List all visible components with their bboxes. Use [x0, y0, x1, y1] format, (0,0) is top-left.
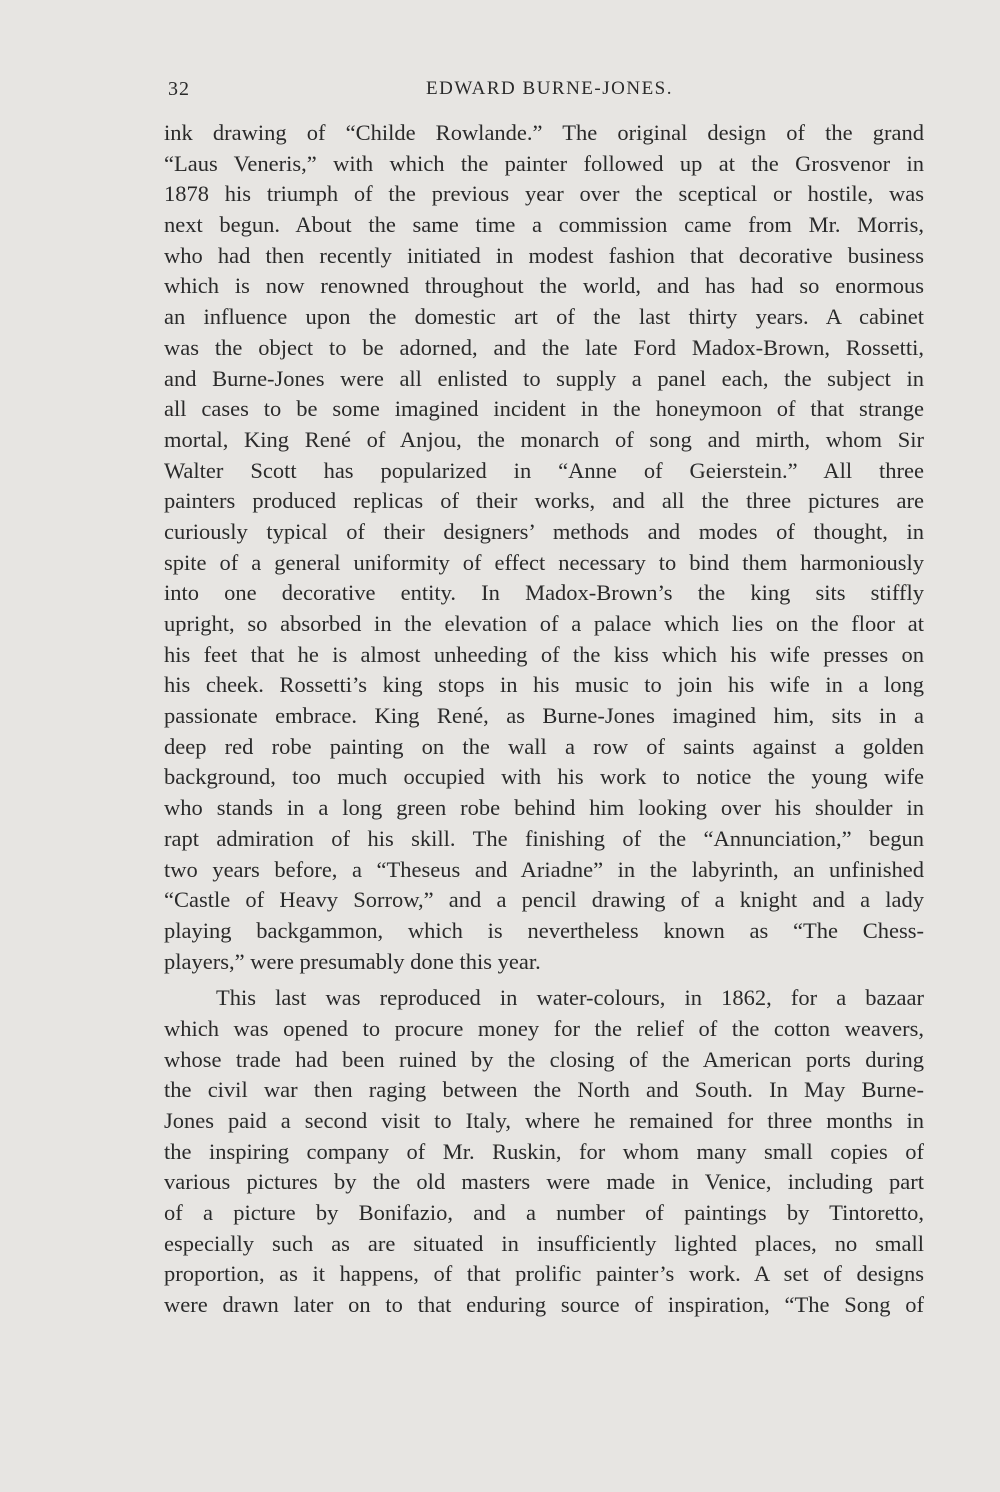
text-line: upright, so absorbed in the elevation of a palace which lies on the floor at	[164, 611, 924, 636]
text-line: “Castle of Heavy Sorrow,” and a pencil drawing of a knight and a lady	[164, 887, 924, 913]
text-line: who stands in a long green robe behind him looking over his shoulder in	[164, 795, 924, 821]
text-line: the civil war then raging between the North and South. In May Burne-	[164, 1077, 924, 1103]
paragraph	[164, 118, 924, 977]
text-line: the inspiring company of Mr. Ruskin, for whom many small copies of	[164, 1138, 924, 1164]
text-line: which was opened to procure money for the relief of the cotton weavers,	[164, 1015, 924, 1041]
text-line: deep red robe painting on the wall a row of saints against a golden	[164, 733, 924, 759]
text-line: who had then recently initiated in modest fashion that decorative business	[164, 242, 924, 268]
text-line: various pictures by the old masters were made in Venice, including part	[164, 1169, 924, 1195]
text-line: “Laus Veneris,” with which the painter followed up at the Grosvenor in	[164, 150, 924, 176]
text-line: two years before, a “Theseus and Ariadne” in the labyrinth, an unfinished	[164, 856, 924, 882]
body-text	[164, 118, 924, 1321]
paragraph	[164, 983, 924, 1321]
text-line: rapt admiration of his skill. The finishing of the “Annunciation,” begun	[164, 825, 924, 851]
text-line: proportion, as it happens, of that prolific painter’s work. A set of designs	[164, 1261, 924, 1287]
text-line: of a picture by Bonifazio, and a number of paintings by Tintoretto,	[164, 1200, 924, 1226]
text-line: background, too much occupied with his work to notice the young wife	[164, 764, 924, 790]
text-line: Jones paid a second visit to Italy, where he remained for three months in	[164, 1108, 924, 1133]
text-line: spite of a general uniformity of effect necessary to bind them harmoniously	[164, 549, 924, 575]
text-line: mortal, King René of Anjou, the monarch of song and mirth, whom Sir	[164, 426, 924, 452]
text-line: next begun. About the same time a commission came from Mr. Morris,	[164, 212, 924, 238]
text-line: painters produced replicas of their works, and all the three pictures are	[164, 488, 924, 514]
text-line: all cases to be some imagined incident in the honeymoon of that strange	[164, 396, 924, 422]
text-line: his feet that he is almost unheeding of the kiss which his wife presses on	[164, 641, 924, 667]
text-line: curiously typical of their designers’ methods and modes of thought, in	[164, 518, 924, 544]
text-line: 1878 his triumph of the previous year over the sceptical or hostile, was	[164, 181, 924, 207]
text-line: were drawn later on to that enduring source of inspiration, “The Song of	[164, 1292, 924, 1318]
text-line: into one decorative entity. In Madox-Brown’s the king sits stiffly	[164, 580, 924, 606]
page-number: 32	[168, 78, 190, 100]
text-line: whose trade had been ruined by the closing of the American ports during	[164, 1046, 924, 1072]
running-head: EDWARD BURNE-JONES.	[426, 78, 673, 99]
text-line: players,” were presumably done this year.	[164, 948, 541, 974]
text-line: which is now renowned throughout the world, and has had so enormous	[164, 273, 924, 299]
text-line: playing backgammon, which is nevertheless known as “The Chess-	[164, 917, 924, 943]
text-line: This last was reproduced in water-colours, in 1862, for a bazaar	[216, 985, 924, 1011]
text-line: Walter Scott has popularized in “Anne of Geierstein.” All three	[164, 457, 924, 483]
text-line: was the object to be adorned, and the late Ford Madox-Brown, Rossetti,	[164, 334, 924, 360]
text-line: ink drawing of “Childe Rowlande.” The original design of the grand	[164, 120, 924, 145]
text-line: passionate embrace. King René, as Burne-Jones imagined him, sits in a	[164, 703, 924, 729]
page-header	[168, 78, 924, 108]
text-line: and Burne-Jones were all enlisted to supply a panel each, the subject in	[164, 365, 924, 391]
text-line: especially such as are situated in insufficiently lighted places, no small	[164, 1230, 924, 1256]
text-line: his cheek. Rossetti’s king stops in his music to join his wife in a long	[164, 672, 924, 698]
text-line: an influence upon the domestic art of the last thirty years. A cabinet	[164, 304, 924, 330]
